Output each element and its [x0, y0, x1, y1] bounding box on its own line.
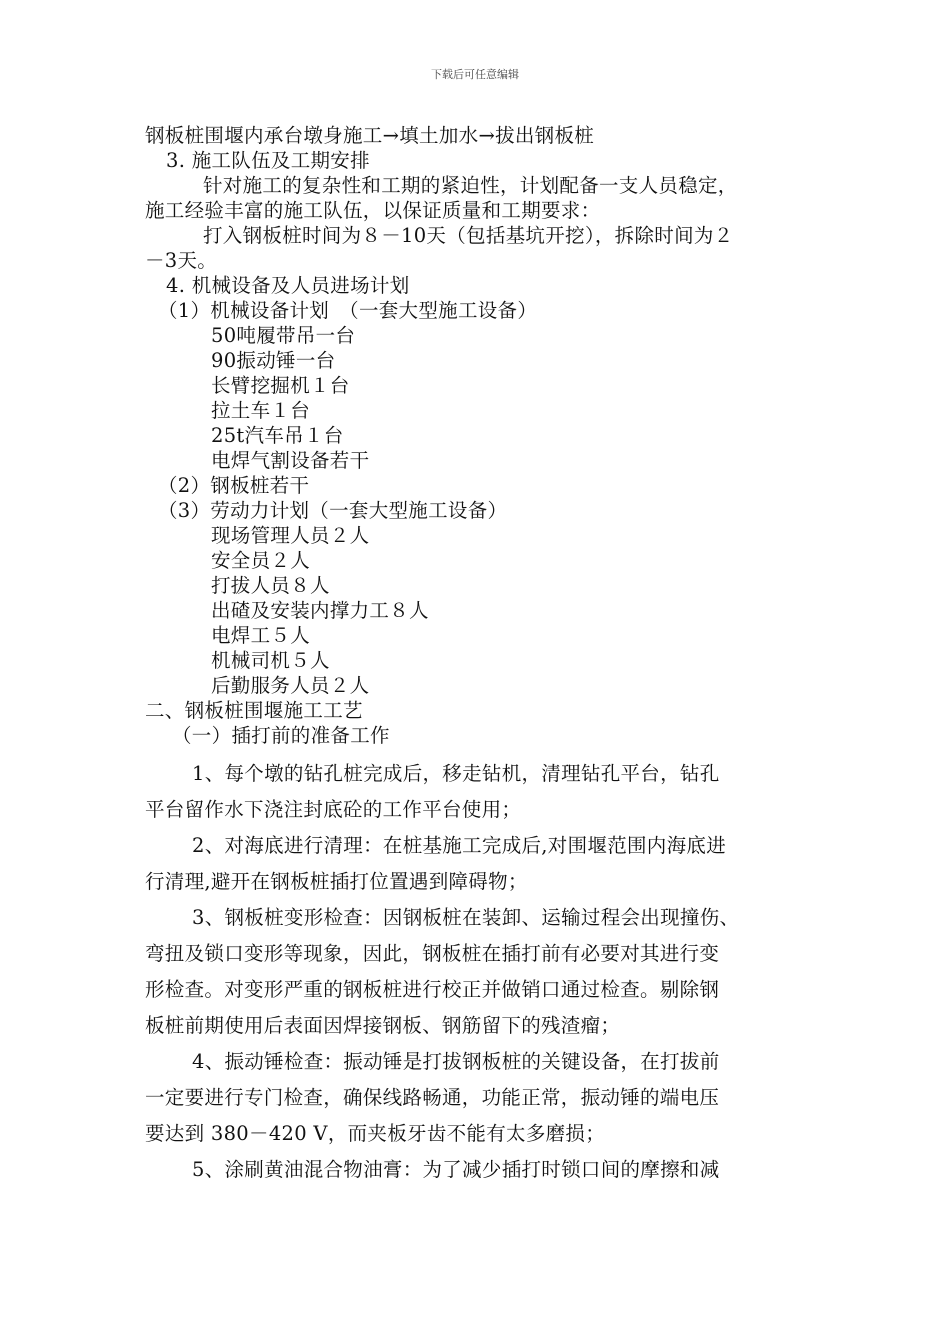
text-line: 施工经验丰富的施工队伍，以保证质量和工期要求： — [145, 199, 601, 222]
section-heading: 二、钢板桩围堰施工工艺 — [145, 699, 363, 722]
paragraph-line: 行清理,避开在钢板桩插打位置遇到障碍物； — [145, 870, 528, 893]
list-item: 现场管理人员２人 — [211, 524, 370, 547]
page-header: 下载后可任意编辑 — [431, 68, 519, 81]
list-item: 出碴及安装内撑力工８人 — [211, 599, 429, 622]
list-item: 90振动锤一台 — [211, 349, 336, 372]
text-line: 打入钢板桩时间为８－10天（包括基坑开挖），拆除时间为２ — [203, 224, 734, 247]
list-item: 50吨履带吊一台 — [211, 324, 356, 347]
paragraph-line: 平台留作水下浇注封底砼的工作平台使用； — [145, 798, 522, 821]
list-item: 打拔人员８人 — [211, 574, 330, 597]
paragraph-line: 弯扭及锁口变形等现象，因此，钢板桩在插打前有必要对其进行变 — [145, 942, 720, 965]
paragraph-line: 5、涂刷黄油混合物油膏：为了减少插打时锁口间的摩擦和减 — [192, 1158, 720, 1181]
text-line: （2）钢板桩若干 — [158, 474, 310, 497]
list-item: 25t汽车吊１台 — [211, 424, 344, 447]
paragraph-line: 2、对海底进行清理：在桩基施工完成后,对围堰范围内海底进 — [192, 834, 727, 857]
list-item: 后勤服务人员２人 — [211, 674, 370, 697]
list-item: 长臂挖掘机１台 — [211, 374, 350, 397]
list-item: 电焊气割设备若干 — [211, 449, 370, 472]
paragraph-line: 3、钢板桩变形检查：因钢板桩在装卸、运输过程会出现撞伤、 — [192, 906, 740, 929]
list-item: 电焊工５人 — [211, 624, 311, 647]
list-item: 拉土车１台 — [211, 399, 311, 422]
text-line: 3. 施工队伍及工期安排 — [166, 149, 370, 172]
paragraph-line: 4、振动锤检查：振动锤是打拔钢板桩的关键设备，在打拔前 — [192, 1050, 720, 1073]
list-item: 安全员２人 — [211, 549, 311, 572]
text-line: （3）劳动力计划（一套大型施工设备） — [158, 499, 508, 522]
paragraph-line: 要达到 380－420 V，而夹板牙齿不能有太多磨损； — [145, 1122, 606, 1145]
subsection-heading: （一）插打前的准备工作 — [172, 724, 390, 747]
paragraph-line: 1、每个墩的钻孔桩完成后，移走钻机，清理钻孔平台，钻孔 — [192, 762, 720, 785]
text-line: －3天。 — [145, 249, 218, 272]
list-item: 机械司机５人 — [211, 649, 330, 672]
text-line: 钢板桩围堰内承台墩身施工→填土加水→拔出钢板桩 — [145, 124, 595, 147]
paragraph-line: 形检查。对变形严重的钢板桩进行校正并做销口通过检查。剔除钢 — [145, 978, 720, 1001]
text-line: （1）机械设备计划 （一套大型施工设备） — [158, 299, 538, 322]
text-line: 针对施工的复杂性和工期的紧迫性，计划配备一支人员稳定， — [203, 174, 738, 197]
paragraph-line: 板桩前期使用后表面因焊接钢板、钢筋留下的残渣瘤； — [145, 1014, 621, 1037]
paragraph-line: 一定要进行专门检查，确保线路畅通，功能正常，振动锤的端电压 — [145, 1086, 720, 1109]
text-line: 4. 机械设备及人员进场计划 — [166, 274, 410, 297]
